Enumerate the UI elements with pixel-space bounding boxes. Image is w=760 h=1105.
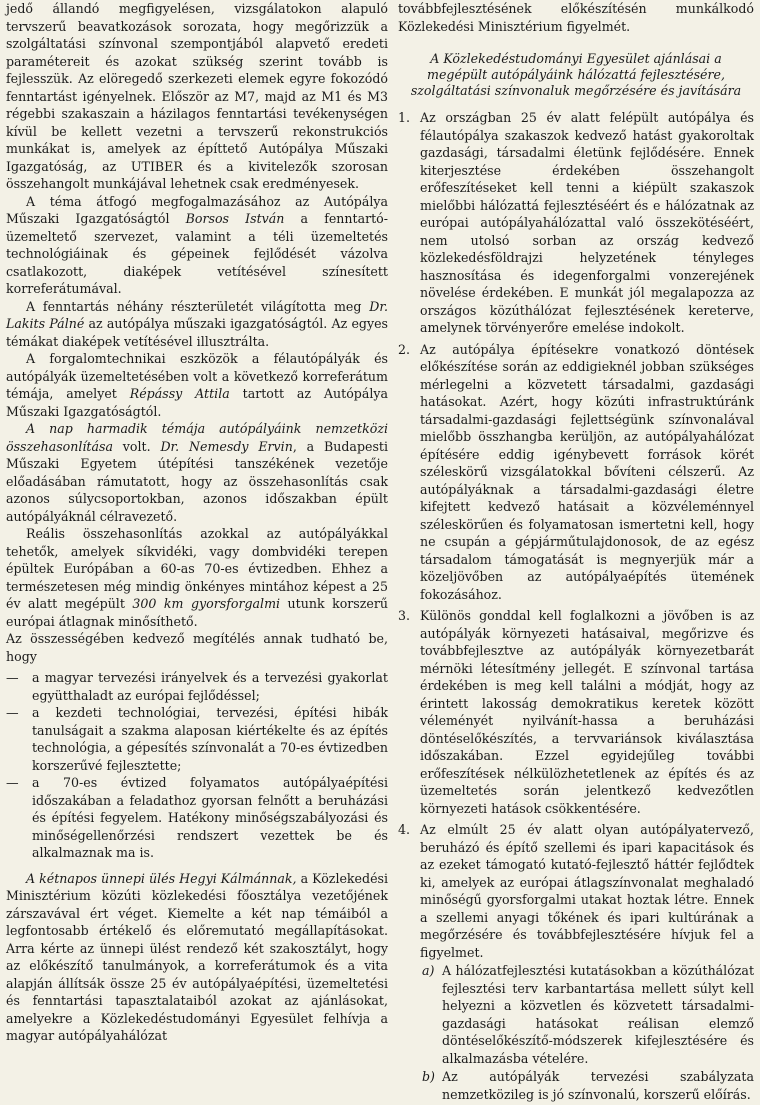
paragraph-text: tartott az Autópálya Műszaki Igazgatóságtól. — [6, 386, 389, 419]
closing-emphasis: A kétnapos ünnepi ülés Hegyi Kálmánnak, — [26, 870, 297, 886]
paragraph-text: , a Budapesti Műszaki Egyetem útépítési tanszékének vezetője előadásában rámutatott, hogy az összehasonlítás csak azonos súlycsoportokban, azonos időszakban épült autópályáknál célravezető. — [6, 438, 389, 524]
paragraph-comparison — [6, 525, 388, 630]
recommendation-item — [398, 821, 754, 1103]
paragraph-repassy — [6, 350, 388, 420]
paragraph-text: utunk korszerű európai átlagnak minősíthető. — [6, 596, 388, 629]
paragraph-text: A fenntartás néhány részterületét világította meg — [26, 298, 370, 314]
list-item — [6, 704, 388, 774]
item-number: 2. — [398, 341, 411, 357]
speaker-name: Dr. Lakits Pálné — [6, 298, 388, 331]
sub-item-text: Az autópályák tervezési szabályzata nemzetközileg is jó színvonalú, korszerű előírás. — [442, 1069, 754, 1102]
dash-marker: — — [6, 670, 19, 685]
paragraph-maintenance: jedő állandó megfigyelésen, vizsgálatokon alapuló tervszerű beavatkozások sorozata, hogy megőrizzük a szolgáltatási színvonal szempontjából alapvető eredeti paramétereit és azokat szükség szerint tovább is fejlesszük. Az elöregedő szerkezeti elemek egyre fokozódó fenntartást igényelnek. Először az M7, majd az M1 és M3 régebbi szakaszain a házilagos fenntartási tevékenységen kívül be kellett vezetni a tervszerű rekonstrukciós munkákat is, amelyek az építtető Autópálya Műszaki Igazgatóság, az UTIBER és a kivitelezők szorosan összehangolt munkájával lehetnek csak eredményesek. — [6, 1, 388, 191]
paragraph-nemesdy — [6, 420, 388, 525]
recommendations-heading: A Közlekedéstudományi Egyesület ajánlásai a megépült autópályáink hálózattá fejlesztésére, szolgáltatási színvonaluk megőrzésére és javítására — [410, 51, 742, 98]
paragraph-closing — [6, 870, 388, 1045]
sub-item — [420, 962, 754, 1067]
recommendation-item — [398, 109, 754, 337]
item-number: 4. — [398, 822, 411, 837]
item-number: 1. — [398, 110, 411, 125]
paragraph-text: A téma átfogó megfogalmazásához az Autópálya Műszaki Igazgatóságtól — [6, 193, 388, 226]
dash-marker: — — [6, 775, 19, 790]
speaker-name: Répássy Attila — [129, 386, 230, 401]
paragraph-text: az autópálya műszaki igazgatóságtól. Az egyes témákat diaképek vetítésével illusztrálta. — [6, 316, 388, 349]
paragraph-borsos — [6, 193, 388, 298]
recommendation-item — [398, 341, 754, 604]
left-column — [6, 0, 388, 1045]
speaker-name: Dr. Nemesdy Ervin — [160, 438, 293, 454]
paragraph-continuation: továbbfejlesztésének előkészítésén munkálkodó Közlekedési Minisztérium figyelmét. — [398, 1, 754, 34]
paragraph-assessment: Az összességében kedvező megítélés annak tudható be, hogy — [6, 631, 388, 664]
speaker-name: Borsos István — [185, 211, 285, 226]
paragraph-text: Reális összehasonlítás azokkal az autópályákkal tehetők, amelyek síkvidéki, vagy dombvidéki terepen épültek Európában a 60-as 70-es évtizedben. Ehhez a természetesen még mindig önkényes mintához képest a 25 év alatt megépült — [6, 526, 388, 611]
item-text: Az elmúlt 25 év alatt olyan autópályatervező, beruházó és építő szellemi és ipari kapacitások és az ezeket támogató kutató-fejlesztő háttér fejlődtek ki, amelyek az európai átlagszínvonalat meghaladó minőségű gyorsforgalmi utakat hoztak létre. Ennek a szellemi anyagi tőkének és ipari kultúrának a megőrzésére és továbbfejlesztésére hívjuk fel a figyelmet. — [420, 822, 754, 960]
paragraph-text: a Közlekedési Minisztérium közúti közlekedési főosztálya vezetőjének zárszavával ért véget. Kiemelte a két nap témáiból a legfontosabb értékelő és előremutató megállapításokat. Arra kérte az ünnepi ülést rendező két szakosztályt, hogy az előkészítő tanulmányok, a korreferátumok és a vita alapján állítsák össze 25 év autópályaépítési, üzemeltetési és fenntartási tapasztalataiból azokat az ajánlásokat, amelyekre a Közlekedéstudományi Egyesület felhívja a magyar autópályahálózat — [6, 870, 389, 1043]
recommendation-item — [398, 607, 754, 817]
list-item-text: a 70-es évtized folyamatos autópályaépítési időszakában a feladathoz gyorsan felnőtt a beruházási és építési fegyelem. Hatékony minőségszabályozási és minőségellenőrzési rendszert vezettek be és alkalmaznak ma is. — [32, 775, 388, 860]
item-number: 3. — [398, 608, 411, 623]
topic-emphasis: A nap harmadik témája autópályáink nemzetközi összehasonlítása — [6, 421, 388, 454]
list-item — [6, 774, 388, 862]
list-item-text: a kezdeti technológiai, tervezési, építési hibák tanulságait a szakma alaposan kiértékelte és az építés technológia, a gépesítés színvonalát a 70-es évtizedben korszerűvé fejlesztette; — [32, 705, 388, 773]
item-text: Az autópálya építésekre vonatkozó döntések előkészítése során az eddigieknél jobban szükséges mérlegelni a közvetett társadalmi, gazdasági hatásokat. Azért, hogy közúti infrastruktúránk társadalmi-gazdasági fejlettségünk színvonalával mielőbb összhangba kerüljön, az autópályahálózat építésére eddig igénybevett források körét széleskörű vizsgálatokkal bővíteni célszerű. Az autópályáknak a társadalmi-gazdasági életre kifejtett kedvező hatásait a közvéleménnyel széleskörűen és folyamatosan ismertetni kell, hogy ne csupán a gépjárműtulajdonosok, de az egész társadalom támogatását is megnyerjük már a közeljövőben az autópályaépítés ütemének fokozásához. — [420, 341, 754, 602]
item-text: Különös gonddal kell foglalkozni a jövőben is az autópályák környezeti hatásaival, megőrizve és továbbfejlesztve az autópályák környezetbarát mérnöki létesítmény jellegét. E színvonal tartása érdekében is meg kell találni a módját, hogy az érintett lakosság demokratikus keretek között véleményét nyilvánít-hassa a beruházási döntéselőkészítés, a tervvariánsok kiválasztása időszakában. Ezzel egyidejűleg további erőfeszítések nélkülözhetetlenek az építés és az üzemeltetés során jelentkező kedvezőtlen környezeti hatások csökkentésére. — [420, 608, 754, 816]
paragraph-text: A forgalomtechnikai eszközök a félautópályák és autópályák üzemeltetésében volt a következő korreferátum témája, amelyet — [6, 351, 388, 401]
emphasis: 300 km gyorsforgalmi — [132, 596, 281, 611]
paragraph-text: a fenntartó-üzemeltető szervezet, valamint a téli üzemeltetés technológiáinak és gépeinek fejlődését vázolva csatlakozott, diaképek vetítésével színesített korreferátumával. — [6, 211, 389, 296]
sub-item-text: A hálózatfejlesztési kutatásokban a közúthálózat fejlesztési terv karbantartása mellett súlyt kell helyezni a közvetlen és közvetett társadalmi-gazdasági hatásokat reálisan elemző döntéselőkészítő-módszerek kifejlesztésére és alkalmazásba vételére. — [442, 963, 754, 1066]
sub-item-label: a) — [422, 963, 435, 978]
recommendations-list — [398, 109, 754, 1103]
sub-item-label: b) — [422, 1069, 435, 1084]
assessment-list — [6, 669, 388, 862]
right-column — [398, 0, 754, 1105]
dash-marker: — — [6, 705, 19, 720]
paragraph-text: volt. — [112, 438, 161, 454]
item-text: Az országban 25 év alatt felépült autópálya és félautópálya szakaszok kedvező hatást gyakoroltak gazdasági, társadalmi életünk fejlődésére. Ennek kiterjesztése érdekében összehangolt erőfeszítéseket kell tenni a kiépült szakaszok mielőbbi hálózattá fejlesztéséért és e hálózatnak az európai autópályahálózattal való összekötéséért, nem utolsó sorban az ország kedvező közlekedésföldrajzi helyzetének tényleges hasznosítása és idegenforgalmi vonzerejének növelése érdekében. E munkát jól megalapozza az országos közúthálózat fejlesztésének kereterve, amelynek törvényerőre emelése indokolt. — [420, 110, 754, 335]
paragraph-lakits — [6, 298, 388, 351]
list-item — [6, 669, 388, 704]
list-item-text: a magyar tervezési irányelvek és a tervezési gyakorlat együtthaladt az európai fejlődéssel; — [32, 670, 388, 703]
